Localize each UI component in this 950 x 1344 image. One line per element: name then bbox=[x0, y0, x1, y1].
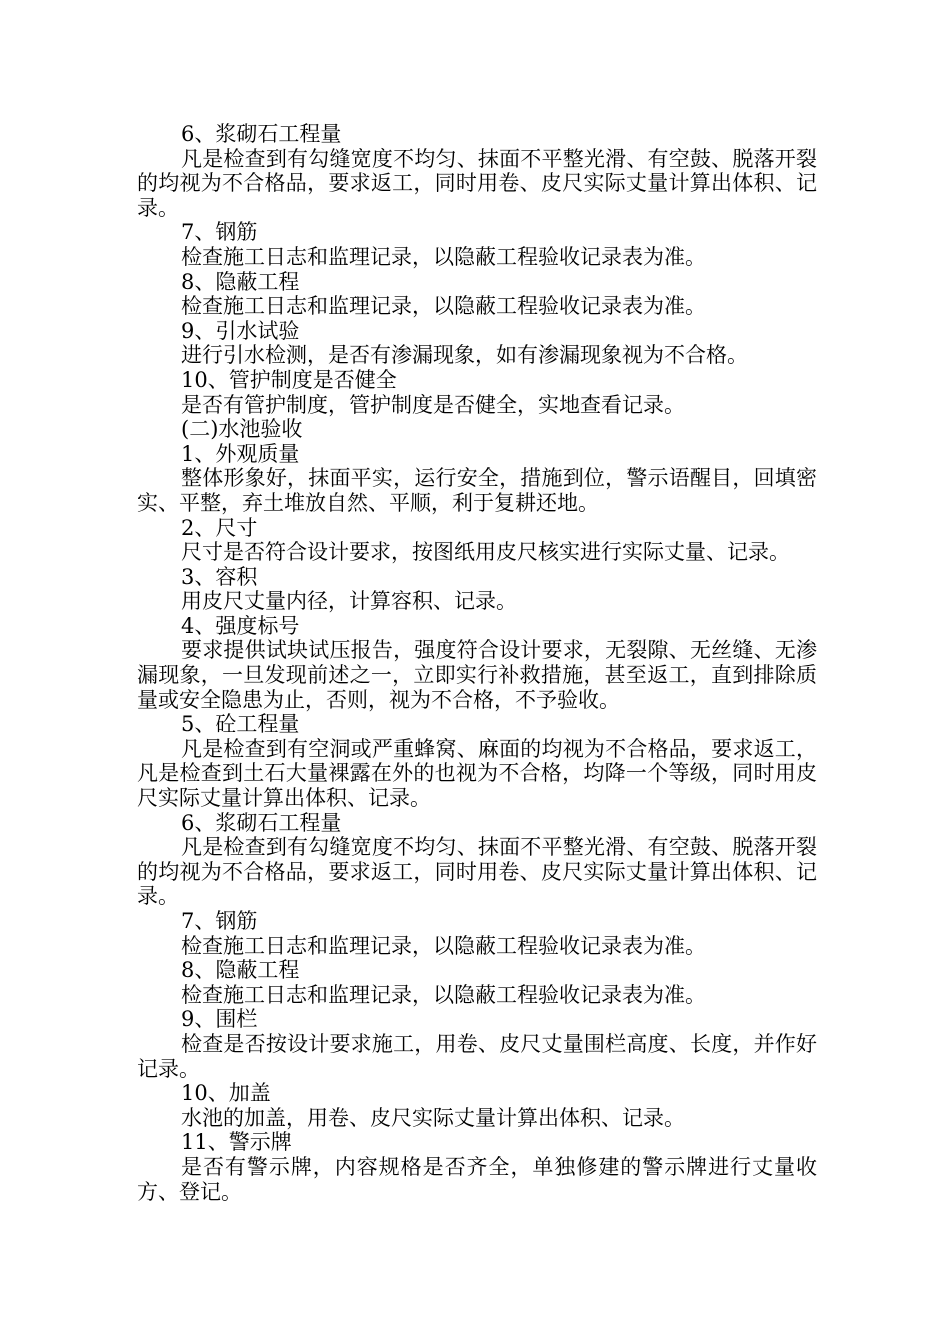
heading-6-masonry-quantity: 6、浆砌石工程量 bbox=[181, 810, 342, 835]
heading-8-concealed-works: 8、隐蔽工程 bbox=[181, 958, 300, 983]
body-paragraph: 凡是检查到有空洞或严重蜂窝、麻面的均视为不合格品，要求返工，凡是检查到土石大量裸露在外的也视为不合格，均降一个等级，同时用皮尺实际丈量计算出体积、记录。 bbox=[137, 736, 817, 811]
heading-4-strength-grade: 4、强度标号 bbox=[181, 613, 300, 638]
heading-10-maintenance-system: 10、管护制度是否健全 bbox=[181, 367, 397, 392]
body-paragraph: 凡是检查到有勾缝宽度不均匀、抹面不平整光滑、有空鼓、脱落开裂的均视为不合格品，要求返工，同时用卷、皮尺实际丈量计算出体积、记录。 bbox=[137, 835, 817, 909]
body-paragraph: 检查是否按设计要求施工，用卷、皮尺丈量围栏高度、长度，并作好记录。 bbox=[137, 1031, 817, 1081]
heading-11-warning-sign: 11、警示牌 bbox=[181, 1130, 292, 1155]
heading-7-rebar: 7、钢筋 bbox=[181, 220, 258, 245]
heading-9-fence: 9、围栏 bbox=[181, 1007, 258, 1032]
heading-2-dimensions: 2、尺寸 bbox=[181, 515, 258, 540]
heading-3-volume: 3、容积 bbox=[181, 564, 258, 589]
body-paragraph: 凡是检查到有勾缝宽度不均匀、抹面不平整光滑、有空鼓、脱落开裂的均视为不合格品，要求返工，同时用卷、皮尺实际丈量计算出体积、记录。 bbox=[137, 146, 817, 220]
heading-8-concealed-works: 8、隐蔽工程 bbox=[181, 269, 300, 294]
heading-9-water-test: 9、引水试验 bbox=[181, 318, 300, 343]
body-paragraph: 是否有管护制度，管护制度是否健全，实地查看记录。 bbox=[181, 392, 685, 417]
body-paragraph: 是否有警示牌，内容规格是否齐全，单独修建的警示牌进行丈量收方、登记。 bbox=[137, 1154, 817, 1204]
body-paragraph: 检查施工日志和监理记录，以隐蔽工程验收记录表为准。 bbox=[181, 244, 706, 269]
body-paragraph: 水池的加盖，用卷、皮尺实际丈量计算出体积、记录。 bbox=[181, 1105, 685, 1130]
heading-5-concrete-quantity: 5、砼工程量 bbox=[181, 712, 300, 737]
body-paragraph: 尺寸是否符合设计要求，按图纸用皮尺核实进行实际丈量、记录。 bbox=[181, 540, 790, 565]
body-paragraph: 要求提供试块试压报告，强度符合设计要求，无裂隙、无丝缝、无渗漏现象，一旦发现前述之一，立即实行补救措施，甚至返工，直到排除质量或安全隐患为止，否则，视为不合格，不予验收。 bbox=[137, 638, 817, 712]
body-paragraph: 整体形象好，抹面平实，运行安全，措施到位，警示语醒目，回填密实、平整，弃土堆放自然、平顺，利于复耕还地。 bbox=[137, 466, 817, 515]
document-body bbox=[137, 122, 817, 1204]
body-paragraph: 进行引水检测，是否有渗漏现象，如有渗漏现象视为不合格。 bbox=[181, 343, 748, 368]
body-paragraph: 检查施工日志和监理记录，以隐蔽工程验收记录表为准。 bbox=[181, 982, 706, 1007]
body-paragraph: 检查施工日志和监理记录，以隐蔽工程验收记录表为准。 bbox=[181, 933, 706, 958]
heading-6-masonry-quantity: 6、浆砌石工程量 bbox=[181, 122, 342, 146]
body-paragraph: 检查施工日志和监理记录，以隐蔽工程验收记录表为准。 bbox=[181, 294, 706, 319]
heading-7-rebar: 7、钢筋 bbox=[181, 909, 258, 933]
heading-10-cover: 10、加盖 bbox=[181, 1081, 271, 1106]
body-paragraph: 用皮尺丈量内径，计算容积、记录。 bbox=[181, 589, 517, 614]
heading-1-appearance-quality: 1、外观质量 bbox=[181, 441, 300, 466]
section-heading-pool-acceptance: (二)水池验收 bbox=[181, 417, 303, 442]
